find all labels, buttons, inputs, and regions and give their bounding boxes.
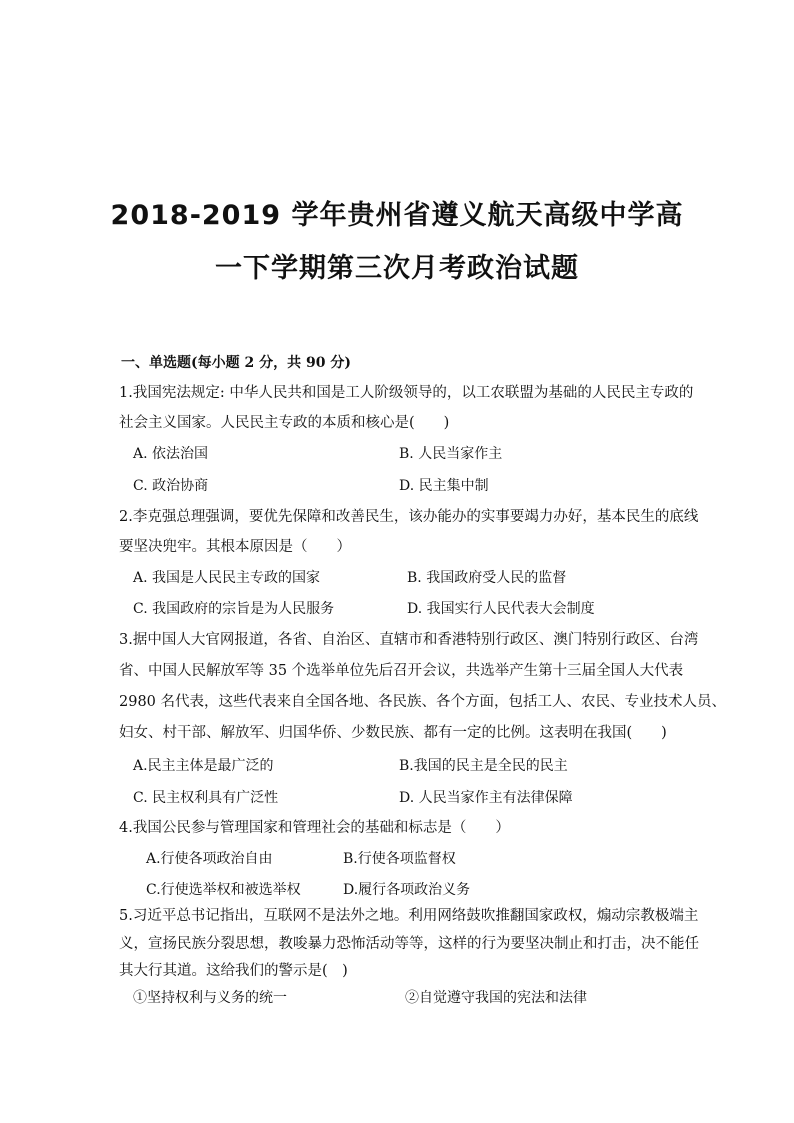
- question-text: 其大行其道。这给我们的警示是( ): [119, 963, 348, 979]
- question-text: 5.习近平总书记指出，互联网不是法外之地。利用网络鼓吹推翻国家政权，煽动宗教极端主: [119, 908, 699, 924]
- option-a: A.民主主体是最广泛的: [133, 758, 274, 774]
- option-b: B. 我国政府受人民的监督: [407, 570, 567, 586]
- option-a: A. 依法治国: [133, 446, 209, 462]
- question-text: 社会主义国家。人民民主专政的本质和核心是( ): [119, 415, 450, 431]
- option-d: D. 我国实行人民代表大会制度: [407, 601, 595, 617]
- option-c: C. 我国政府的宗旨是为人民服务: [133, 601, 335, 617]
- document-title-line-2: 一下学期第三次月考政治试题: [215, 253, 579, 284]
- question-text: 妇女、村干部、解放军、归国华侨、少数民族、都有一定的比例。这表明在我国( ): [119, 725, 667, 741]
- question-text: 2.李克强总理强调，要优先保障和改善民生，该办能办的实事要竭力办好，基本民生的底线: [119, 509, 699, 525]
- option-c: C.行使选举权和被选举权: [146, 882, 301, 898]
- option-d: D. 民主集中制: [399, 478, 489, 494]
- option-d: D.履行各项政治义务: [343, 882, 471, 898]
- question-text: 要坚决兜牢。其根本原因是（ ）: [119, 539, 351, 555]
- question-text: 4.我国公民参与管理国家和管理社会的基础和标志是（ ）: [119, 820, 510, 836]
- question-text: 1.我国宪法规定: 中华人民共和国是工人阶级领导的，以工农联盟为基础的人民民主专政的: [119, 385, 694, 401]
- option-b: B. 人民当家作主: [399, 446, 503, 462]
- section-heading: 一、单选题(每小题 2 分，共 90 分): [121, 355, 351, 371]
- statement-1: ①坚持权利与义务的统一: [133, 990, 287, 1006]
- option-c: C. 民主权利具有广泛性: [133, 790, 279, 806]
- option-b: B.我国的民主是全民的民主: [399, 758, 568, 774]
- option-c: C. 政治协商: [133, 478, 209, 494]
- document-title-line-1: 2018-2019 学年贵州省遵义航天高级中学高: [110, 200, 684, 231]
- question-text: 省、中国人民解放军等 35 个选举单位先后召开会议，共选举产生第十三届全国人大代表: [119, 663, 684, 679]
- question-text: 3.据中国人大官网报道，各省、自治区、直辖市和香港特别行政区、澳门特别行政区、台湾: [119, 632, 699, 648]
- option-b: B.行使各项监督权: [343, 851, 456, 867]
- option-a: A.行使各项政治自由: [146, 851, 273, 867]
- option-d: D. 人民当家作主有法律保障: [399, 790, 573, 806]
- statement-2: ②自觉遵守我国的宪法和法律: [405, 990, 587, 1006]
- option-a: A. 我国是人民民主专政的国家: [133, 570, 321, 586]
- question-text: 2980 名代表，这些代表来自全国各地、各民族、各个方面，包括工人、农民、专业技术人员、: [119, 694, 727, 710]
- question-text: 义，宣扬民族分裂思想，教唆暴力恐怖活动等等，这样的行为要坚决制止和打击，决不能任: [119, 936, 699, 952]
